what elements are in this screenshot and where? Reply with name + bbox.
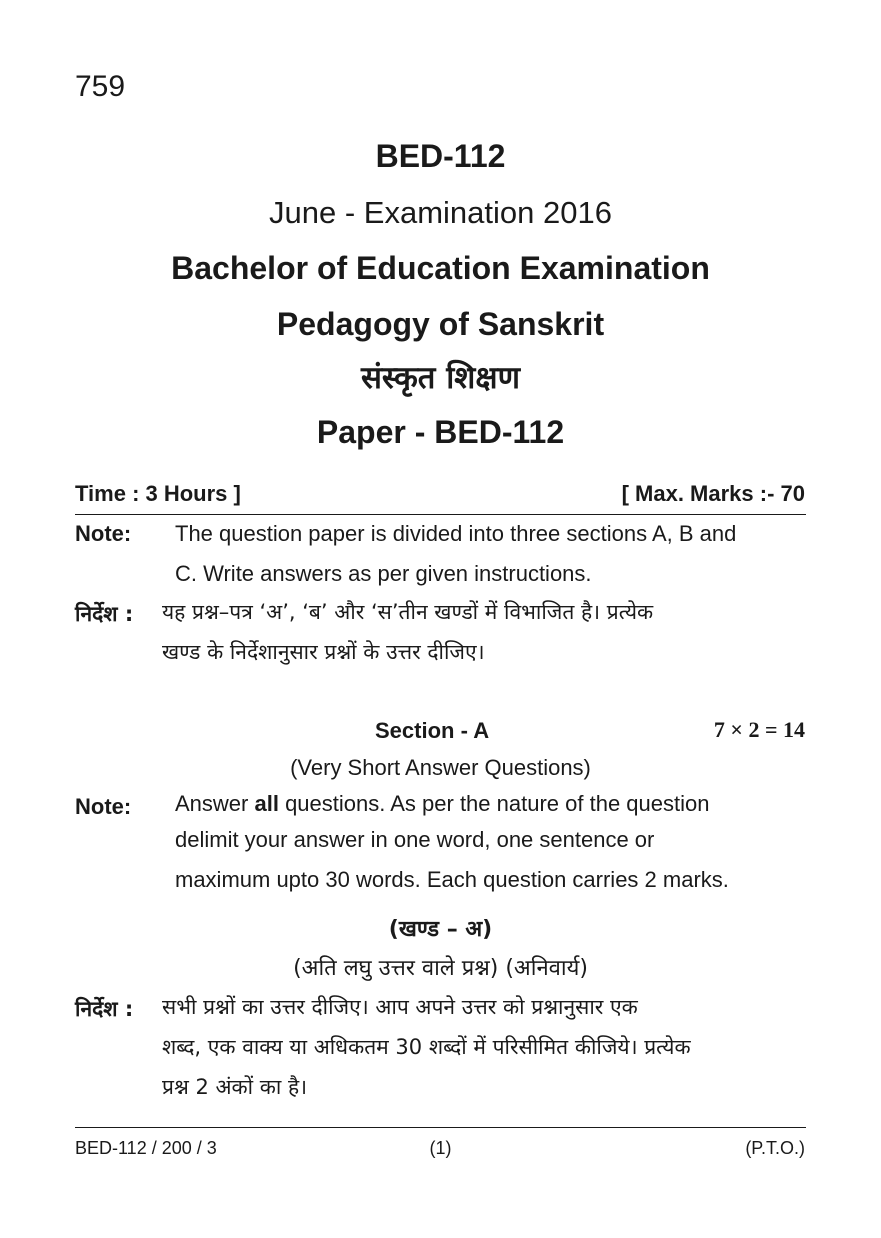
note-bold-word: all [254, 791, 279, 816]
nirdesh-line: खण्ड के निर्देशानुसार प्रश्नों के उत्तर दीजिए। [162, 640, 485, 664]
note-text-part: Answer [175, 791, 255, 816]
max-marks: [ Max. Marks :- 70 [621, 481, 805, 506]
note-label: Note: [75, 521, 132, 546]
footer-page-number: (1) [429, 1138, 452, 1158]
paper-title: Paper - BED-112 [316, 414, 565, 450]
khand-a-subtitle: (अति लघु उत्तर वाले प्रश्न) (अनिवार्य) [293, 956, 588, 981]
nirdesh-label: निर्देश : [75, 602, 134, 626]
note-line: delimit your answer in one word, one sentence or [175, 827, 655, 852]
khand-a-title: (खण्ड – अ) [388, 917, 493, 942]
nirdesh-line: यह प्रश्न–पत्र ‘अ’, ‘ब’ और ‘स’तीन खण्डों में विभाजित है। प्रत्येक [162, 600, 654, 624]
note-text-part: questions. As per the nature of the question [278, 791, 710, 816]
footer-code: BED-112 / 200 / 3 [75, 1138, 217, 1158]
note-text [175, 514, 806, 594]
nirdesh-label: निर्देश : [75, 997, 134, 1021]
subject-title-hindi: संस्कृत शिक्षण [360, 360, 521, 396]
note-line: maximum upto 30 words. Each question carries 2 marks. [175, 867, 729, 892]
nirdesh-line: सभी प्रश्नों का उत्तर दीजिए। आप अपने उत्तर को प्रश्नानुसार एक [162, 995, 638, 1019]
note-line [175, 786, 806, 822]
subject-title-english: Pedagogy of Sanskrit [276, 306, 605, 342]
degree-title: Bachelor of Education Examination [171, 250, 710, 286]
nirdesh-text [162, 592, 806, 672]
nirdesh-text [162, 987, 806, 1107]
note-text [175, 786, 806, 898]
section-a-subtitle: (Very Short Answer Questions) [290, 755, 591, 780]
section-a-title: Section - A [375, 718, 490, 743]
note-label: Note: [75, 794, 132, 819]
note-line: C. Write answers as per given instructions. [175, 561, 592, 586]
footer-pto: (P.T.O.) [745, 1138, 805, 1158]
footer-divider [75, 1127, 806, 1128]
nirdesh-line: शब्द, एक वाक्य या अधिकतम 30 शब्दों में परिसीमित कीजिये। प्रत्येक [162, 1035, 691, 1059]
nirdesh-line: प्रश्न 2 अंकों का है। [162, 1075, 308, 1099]
note-line: The question paper is divided into three sections A, B and [175, 521, 737, 546]
exam-session: June - Examination 2016 [269, 195, 612, 230]
section-a-score: 7 × 2 = 14 [713, 717, 805, 742]
course-code: BED-112 [375, 138, 506, 174]
page-number: 759 [75, 70, 126, 103]
time-allowed: Time : 3 Hours ] [75, 481, 241, 506]
